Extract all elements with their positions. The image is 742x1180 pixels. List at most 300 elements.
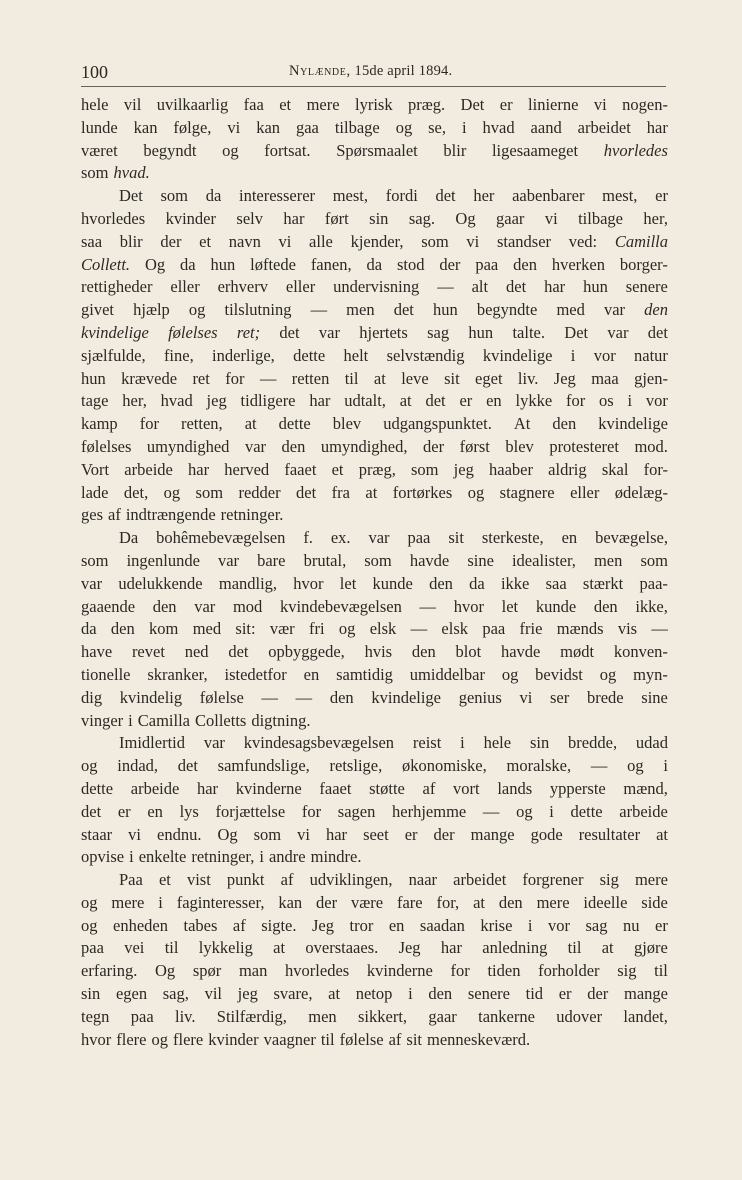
word: lunde <box>81 117 118 137</box>
text-line <box>81 1029 668 1052</box>
word: ret <box>192 368 210 388</box>
word: et <box>331 459 344 479</box>
word: kamp <box>81 414 118 434</box>
word: den <box>329 687 354 707</box>
word: den <box>411 642 436 662</box>
word: kvinderne <box>235 778 302 798</box>
word: retten <box>291 368 330 388</box>
word: retninger, <box>191 847 255 867</box>
word: hjælp <box>133 300 170 320</box>
word: saadan <box>419 915 465 935</box>
word: sit <box>448 528 464 548</box>
word: og <box>627 756 644 776</box>
word: netop <box>355 984 393 1004</box>
word: det <box>177 756 198 776</box>
text-line <box>81 641 668 664</box>
word: tilslutning <box>224 300 292 320</box>
word: der <box>423 436 445 456</box>
word: ex. <box>330 528 351 548</box>
word: eller <box>570 482 600 502</box>
word: — <box>482 801 500 821</box>
word: borger- <box>619 254 668 274</box>
word: for <box>450 961 470 981</box>
word: bredde, <box>568 733 618 753</box>
word: tid <box>525 984 544 1004</box>
word: havde <box>409 550 450 570</box>
word: Camilla <box>137 710 190 730</box>
word: sigte. <box>261 915 297 935</box>
word: hvorledes <box>81 208 146 228</box>
word: rettigheder <box>81 277 153 297</box>
word: blev <box>505 436 534 456</box>
text-line <box>81 596 668 619</box>
word: vi <box>297 824 310 844</box>
word: den <box>498 892 523 912</box>
word: haaber <box>489 459 533 479</box>
word: retslige, <box>329 756 383 776</box>
word: aldrig <box>548 459 587 479</box>
word: Jeg <box>312 915 335 935</box>
word: mange <box>470 824 515 844</box>
word: var <box>368 528 390 548</box>
word: interesserer <box>238 186 316 206</box>
word: paa <box>81 938 104 958</box>
word: lands <box>497 778 533 798</box>
word: hvor <box>81 1029 112 1049</box>
word: var <box>217 550 240 570</box>
word: side <box>641 892 668 912</box>
word: kvinder <box>208 1029 259 1049</box>
word: i <box>570 345 576 365</box>
word: at <box>365 482 378 502</box>
word: paa <box>130 1006 154 1026</box>
word: elsk <box>441 619 468 639</box>
word: vi <box>128 824 141 844</box>
word: som <box>364 550 392 570</box>
word: talte. <box>512 322 545 342</box>
word: tionelle <box>81 664 131 684</box>
word: jeg <box>206 391 227 411</box>
word: gaar <box>496 208 525 228</box>
word: eller <box>285 277 316 297</box>
word: den <box>593 596 618 616</box>
word: bohêmebevægelsen <box>156 528 286 548</box>
word: Stilfærdig, <box>216 1006 287 1026</box>
word: faaet <box>284 459 317 479</box>
word: der <box>316 892 338 912</box>
text-line <box>81 778 668 801</box>
word: dette <box>81 778 114 798</box>
word: fri <box>308 619 325 639</box>
word: genius <box>458 687 502 707</box>
word: redder <box>238 482 281 502</box>
word: i <box>158 892 163 912</box>
word: af <box>388 1029 402 1049</box>
word: at <box>244 414 257 434</box>
word: kvindelig <box>119 687 183 707</box>
word: Jeg <box>553 368 576 388</box>
word: kan <box>256 117 281 137</box>
word: liv. <box>174 1006 196 1026</box>
word: den <box>552 414 577 434</box>
word: at <box>328 984 341 1004</box>
word: og <box>222 140 239 160</box>
word: hvorledes <box>285 961 350 981</box>
word: alle <box>309 231 333 251</box>
body-text <box>81 94 668 1051</box>
word: mest, <box>602 186 638 206</box>
word: gaar <box>428 1006 457 1026</box>
word: det <box>435 186 456 206</box>
word: bevidst <box>535 664 583 684</box>
word: har <box>544 277 566 297</box>
word: med <box>192 619 222 639</box>
word: tabes <box>183 915 218 935</box>
text-line <box>81 618 668 641</box>
word: udover <box>556 1006 603 1026</box>
word: lys <box>179 801 199 821</box>
word: eller <box>170 277 200 297</box>
word: At <box>513 414 531 434</box>
word: sag <box>585 915 608 935</box>
text-line <box>81 732 668 755</box>
word: fortsat. <box>264 140 311 160</box>
word: dette <box>293 345 326 365</box>
word: paa <box>482 619 506 639</box>
word: helt <box>343 345 369 365</box>
word: har <box>440 938 462 958</box>
word: — <box>419 596 437 616</box>
word: kvinderne <box>366 961 433 981</box>
word: udgangspunktet. <box>383 414 492 434</box>
word: var <box>194 596 216 616</box>
word: en <box>561 528 578 548</box>
word: navn <box>228 231 261 251</box>
paragraph <box>81 527 668 732</box>
word: og <box>81 892 98 912</box>
word: sig <box>617 961 637 981</box>
issue-date: 15de april 1894. <box>354 63 453 79</box>
word: sin <box>369 208 389 228</box>
word: fortørkes <box>392 482 453 502</box>
word: arbeide <box>619 801 668 821</box>
word: revet <box>131 642 165 662</box>
word: da <box>180 254 196 274</box>
word: tilbage <box>334 117 380 137</box>
word: den <box>110 619 135 639</box>
word: Camilla <box>614 231 668 251</box>
word: da <box>205 186 222 206</box>
word: forjættelse <box>215 801 286 821</box>
word: idealister, <box>511 550 576 570</box>
word: som <box>640 550 668 570</box>
word: fanen, <box>310 254 352 274</box>
word: sag. <box>408 208 435 228</box>
word: bevægelse, <box>595 528 668 548</box>
word: fra <box>331 482 350 502</box>
word: mere <box>536 892 570 912</box>
word: jeg <box>237 984 258 1004</box>
word: ingenlunde <box>126 550 200 570</box>
journal-title: Nylænde, <box>289 63 351 79</box>
word: stærkt <box>582 573 624 593</box>
word: arbeidet <box>577 117 631 137</box>
word: indad, <box>117 756 159 776</box>
word: svare, <box>273 984 313 1004</box>
word: flere <box>116 1029 147 1049</box>
word: det <box>228 642 249 662</box>
word: her, <box>643 208 668 228</box>
word: sikkert, <box>358 1006 408 1026</box>
word: hele <box>81 95 109 114</box>
word: linierne <box>528 95 579 114</box>
word: arbeide <box>130 778 180 798</box>
word: som <box>81 163 109 183</box>
word: spør <box>192 961 222 981</box>
word: var <box>603 300 626 320</box>
word: hun <box>81 368 106 388</box>
word: reist <box>412 733 442 753</box>
word: for <box>139 414 159 434</box>
word: ødelæg- <box>614 482 668 502</box>
word: aabenbarer <box>512 186 585 206</box>
word: retten, <box>180 414 223 434</box>
word: den <box>152 596 177 616</box>
word: var <box>244 436 267 456</box>
word: lykke <box>515 391 553 411</box>
text-line <box>81 436 668 459</box>
word: hun <box>468 322 494 342</box>
word: følelse <box>199 687 244 707</box>
word: præg, <box>358 459 396 479</box>
word: det <box>393 300 414 320</box>
word: for, <box>436 892 460 912</box>
word: vær <box>269 619 295 639</box>
word: tiden <box>487 961 521 981</box>
word: mere <box>306 95 340 114</box>
word: vi <box>519 687 533 707</box>
word: gjøre <box>633 938 668 958</box>
word: Paa <box>119 870 143 890</box>
word: af <box>232 915 246 935</box>
word: begyndt <box>143 140 197 160</box>
word: let <box>501 596 519 616</box>
word: er <box>655 915 668 935</box>
word: været <box>81 140 118 160</box>
word: erhverv <box>217 277 268 297</box>
text-line <box>81 368 668 391</box>
word: i <box>129 847 134 867</box>
word: den <box>644 300 668 320</box>
page-header <box>81 62 666 87</box>
text-line <box>81 185 668 208</box>
word: paa <box>407 528 431 548</box>
text-line <box>81 1006 668 1029</box>
word: det <box>506 277 527 297</box>
word: vi <box>544 208 558 228</box>
word: men <box>346 300 375 320</box>
word: har <box>309 391 331 411</box>
text-line <box>81 983 668 1006</box>
word: — <box>590 756 608 776</box>
word: saa <box>81 231 103 251</box>
word: i <box>128 710 133 730</box>
word: lykkelig <box>198 938 253 958</box>
word: i <box>627 391 633 411</box>
word: et <box>158 870 171 890</box>
word: ges <box>81 505 103 525</box>
word: have <box>81 642 113 662</box>
word: for <box>225 368 245 388</box>
word: udtalt, <box>344 391 386 411</box>
word: den <box>513 254 537 274</box>
word: let <box>339 573 357 593</box>
word: menneskeværd. <box>427 1029 531 1049</box>
word: kunde <box>535 596 577 616</box>
word: Jeg <box>398 938 421 958</box>
word: som <box>81 550 109 570</box>
text-line <box>81 892 668 915</box>
text-line <box>81 801 668 824</box>
word: kvindelige <box>371 687 442 707</box>
word: tankerne <box>478 1006 535 1026</box>
word: som <box>410 459 439 479</box>
word: — <box>437 277 454 297</box>
word: nu <box>623 915 640 935</box>
word: — <box>261 687 278 707</box>
word: der <box>587 984 609 1004</box>
text-line <box>81 573 668 596</box>
word: ret; <box>236 322 261 342</box>
word: er <box>117 801 131 821</box>
word: støtte <box>369 778 405 798</box>
word: vort <box>453 778 480 798</box>
word: udelukkende <box>118 573 203 593</box>
word: herhjemme <box>392 801 467 821</box>
word: kan <box>133 117 158 137</box>
text-line <box>81 846 668 869</box>
word: præg. <box>408 95 446 114</box>
word: sit <box>406 1029 423 1049</box>
word: følelses <box>168 322 218 342</box>
word: et <box>199 231 212 251</box>
word: i <box>461 117 467 137</box>
word: og <box>151 1029 168 1049</box>
word: er <box>655 186 668 206</box>
word: inderlige, <box>212 345 275 365</box>
word: kvindebevægelsen <box>279 596 402 616</box>
word: Og <box>455 208 476 228</box>
word: man <box>238 961 268 981</box>
text-line <box>81 527 668 550</box>
word: til <box>654 961 668 981</box>
word: uvilkaarlig <box>156 95 229 114</box>
word: vei <box>124 938 145 958</box>
word: mænd, <box>623 778 668 798</box>
word: sterkeste, <box>481 528 544 548</box>
word: enkelte <box>138 847 187 867</box>
word: nogen- <box>622 95 668 114</box>
word: var <box>81 573 103 593</box>
word: digtning. <box>251 710 311 730</box>
text-line <box>81 276 668 299</box>
word: kom <box>149 619 179 639</box>
word: forgrener <box>522 870 584 890</box>
word: standser <box>496 231 552 251</box>
word: punkt <box>226 870 265 890</box>
word: Og <box>155 961 176 981</box>
word: elsk <box>369 619 397 639</box>
word: Det <box>460 95 485 114</box>
word: som <box>253 824 282 844</box>
word: vaagner <box>263 1029 316 1049</box>
word: for- <box>643 459 668 479</box>
word: sine <box>641 687 668 707</box>
paragraph <box>81 185 668 527</box>
word: kvinder <box>165 208 216 228</box>
word: naar <box>408 870 438 890</box>
word: jeg <box>453 459 474 479</box>
word: til <box>164 938 179 958</box>
text-line <box>81 322 668 345</box>
word: og <box>599 664 617 684</box>
word: tror <box>349 915 374 935</box>
word: Det <box>564 322 589 342</box>
word: ved: <box>568 231 598 251</box>
word: er <box>558 984 572 1004</box>
text-line <box>81 459 668 482</box>
word: blir <box>119 231 143 251</box>
word: hvad. <box>113 163 150 183</box>
word: her, <box>122 391 147 411</box>
word: og <box>395 117 413 137</box>
word: sine <box>467 550 494 570</box>
word: staar <box>81 824 113 844</box>
word: mødt <box>560 642 595 662</box>
word: vor <box>645 391 668 411</box>
word: undervisning <box>333 277 420 297</box>
word: at <box>373 368 386 388</box>
text-line <box>81 299 668 322</box>
word: dette <box>278 414 311 434</box>
word: for <box>565 391 586 411</box>
word: men <box>593 550 623 570</box>
word: ligesaameget <box>491 140 579 160</box>
word: en <box>388 915 405 935</box>
word: det <box>296 482 317 502</box>
word: vi <box>593 95 607 114</box>
word: maa <box>591 368 619 388</box>
word: sig <box>599 870 619 890</box>
text-line <box>81 254 668 277</box>
word: Det <box>119 186 143 206</box>
word: samfundslige, <box>217 756 310 776</box>
word: lade <box>81 482 109 502</box>
word: tilbage <box>578 208 623 228</box>
word: resultater <box>578 824 641 844</box>
word: blir <box>443 140 467 160</box>
word: tidligere <box>240 391 296 411</box>
word: dig <box>81 687 103 707</box>
word: — <box>295 687 313 707</box>
word: tegn <box>81 1006 110 1026</box>
word: til <box>320 1029 335 1049</box>
word: myn- <box>633 664 668 684</box>
word: ypperste <box>549 778 606 798</box>
word: Vort <box>81 459 110 479</box>
word: mest, <box>332 186 369 206</box>
word: det <box>647 322 668 342</box>
